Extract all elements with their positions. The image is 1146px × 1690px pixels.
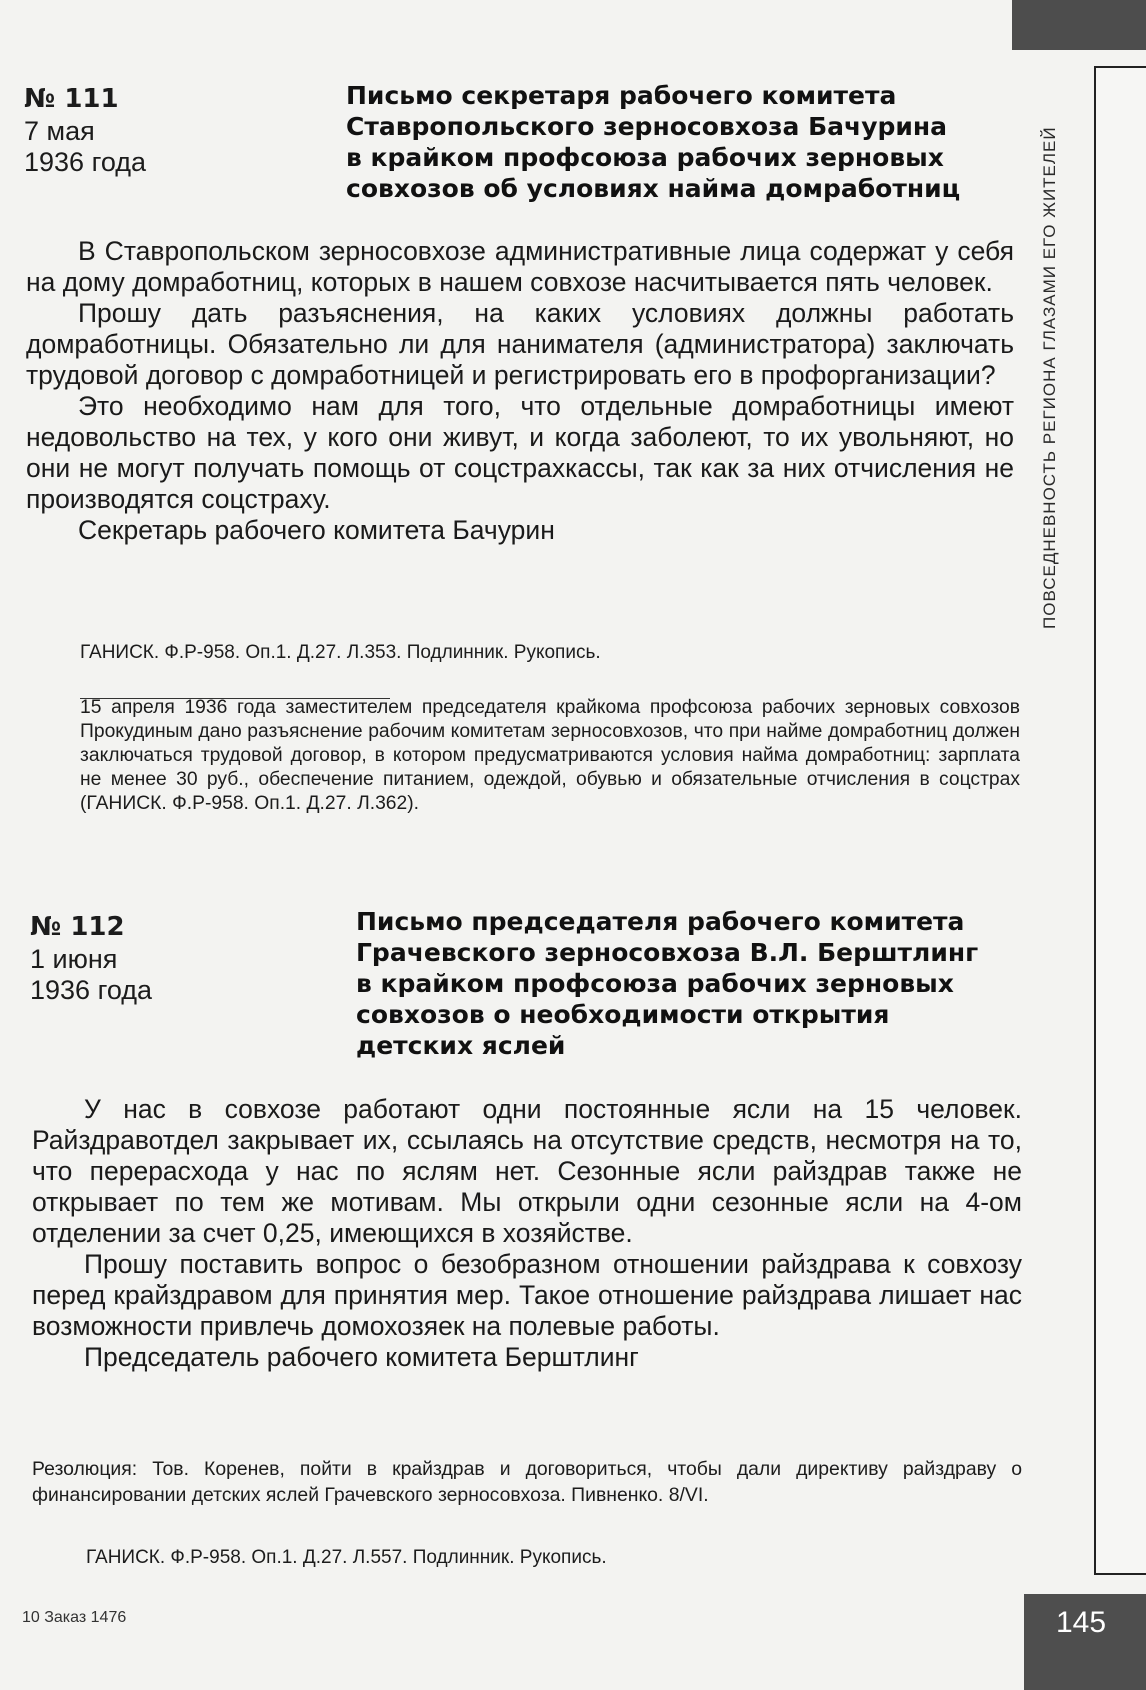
page-corner-tab (1012, 0, 1146, 50)
doc-112-body (32, 1094, 1022, 1373)
doc-111-title-line: в крайком профсоюза рабочих зерновых (346, 143, 944, 172)
doc-112-title-line: совхозов о необходимости открытия (356, 1000, 890, 1029)
margin-frame (1094, 66, 1146, 1575)
doc-111-number: № 111 (24, 84, 119, 114)
doc-112-number: № 112 (30, 912, 125, 942)
doc-112-resolution: Резолюция: Тов. Коренев, пойти в крайздрав и договориться, чтобы дали директиву райздраву о финансировании детских яслей Грачевского зерносовхоза. Пивненко. 8/VI. (32, 1458, 1022, 1506)
doc-111-title-line: Ставропольского зерносовхоза Бачурина (346, 112, 948, 141)
doc-112-paragraph: У нас в совхозе работают одни постоянные ясли на 15 человек. Райздравотдел закрывает их, ссылаясь на отсутствие средств, несмотря на то, что перерасхода у нас по яслям нет. Сезонные ясли райздрав также не открывает по тем же мотивам. Мы открыли одни сезонные ясли на 4-ом отделении за счет 0,25, имеющихся в хозяйстве. (32, 1094, 1022, 1248)
doc-111-date-day: 7 мая (24, 116, 95, 146)
doc-111-title-line: совхозов об условиях найма домработниц (346, 174, 961, 203)
doc-112-title (356, 906, 1016, 1061)
doc-111-date-year: 1936 года (24, 147, 147, 177)
doc-112-title-line: Письмо председателя рабочего комитета (356, 907, 965, 936)
doc-111-footnote: 15 апреля 1936 года заместителем председателя крайкома профсоюза рабочих зерновых совхозов Прокудиным дано разъяснение рабочим комитетам зерносовхозов, что при найме домработниц должен заключаться трудовой договор, в котором предусматриваются условия найма домработниц: зарплата не менее 30 руб., обеспечение питанием, одеждой, обувью и обязательные отчисления в соцстрах (ГАНИСК. Ф.Р-958. Оп.1. Д.27. Л.362). (80, 697, 1020, 814)
printer-mark: 10 Заказ 1476 (22, 1609, 127, 1626)
doc-111-date (24, 116, 146, 178)
page-number: 145 (1055, 1606, 1107, 1639)
doc-112-title-line: Грачевского зерносовхоза В.Л. Берштлинг (356, 938, 979, 967)
doc-112-title-line: детских яслей (356, 1031, 566, 1060)
doc-112-signature: Председатель рабочего комитета Берштлинг (84, 1342, 639, 1372)
doc-111-signature: Секретарь рабочего комитета Бачурин (78, 515, 555, 545)
doc-112-date-year: 1936 года (30, 975, 153, 1005)
running-head: ПОВСЕДНЕВНОСТЬ РЕГИОНА ГЛАЗАМИ ЕГО ЖИТЕЛЕЙ (1040, 126, 1059, 630)
doc-111-paragraph: В Ставропольском зерносовхозе административные лица содержат у себя на дому домработниц, которых в нашем совхозе насчитывается пять человек. (26, 236, 1014, 297)
doc-111-title-line: Письмо секретаря рабочего комитета (346, 81, 897, 110)
doc-112-source: ГАНИСК. Ф.Р-958. Оп.1. Д.27. Л.557. Подлинник. Рукопись. (86, 1547, 607, 1568)
doc-112-date (30, 944, 152, 1006)
doc-112-paragraph: Прошу поставить вопрос о безобразном отношении райздрава к совхозу перед крайздравом для принятия мер. Такое отношение райздрава лишает нас возможности привлечь домохозяек на полевые работы. (32, 1249, 1022, 1341)
doc-111-paragraph: Прошу дать разъяснения, на каких условиях должны работать домработницы. Обязательно ли для нанимателя (администратора) заключать трудовой договор с домработницей и регистрировать его в профорганизации? (26, 298, 1014, 390)
doc-111-title (346, 80, 1006, 204)
doc-112-title-line: в крайком профсоюза рабочих зерновых (356, 969, 954, 998)
doc-111-body (26, 236, 1014, 546)
doc-111-source: ГАНИСК. Ф.Р-958. Оп.1. Д.27. Л.353. Подлинник. Рукопись. (80, 642, 601, 663)
doc-112-date-day: 1 июня (30, 944, 118, 974)
doc-111-paragraph: Это необходимо нам для того, что отдельные домработницы имеют недовольство на тех, у кого они живут, и когда заболеют, то их увольняют, но они не могут получать помощь от соцстрахкассы, так как за них отчисления не производятся соцстраху. (26, 391, 1014, 514)
